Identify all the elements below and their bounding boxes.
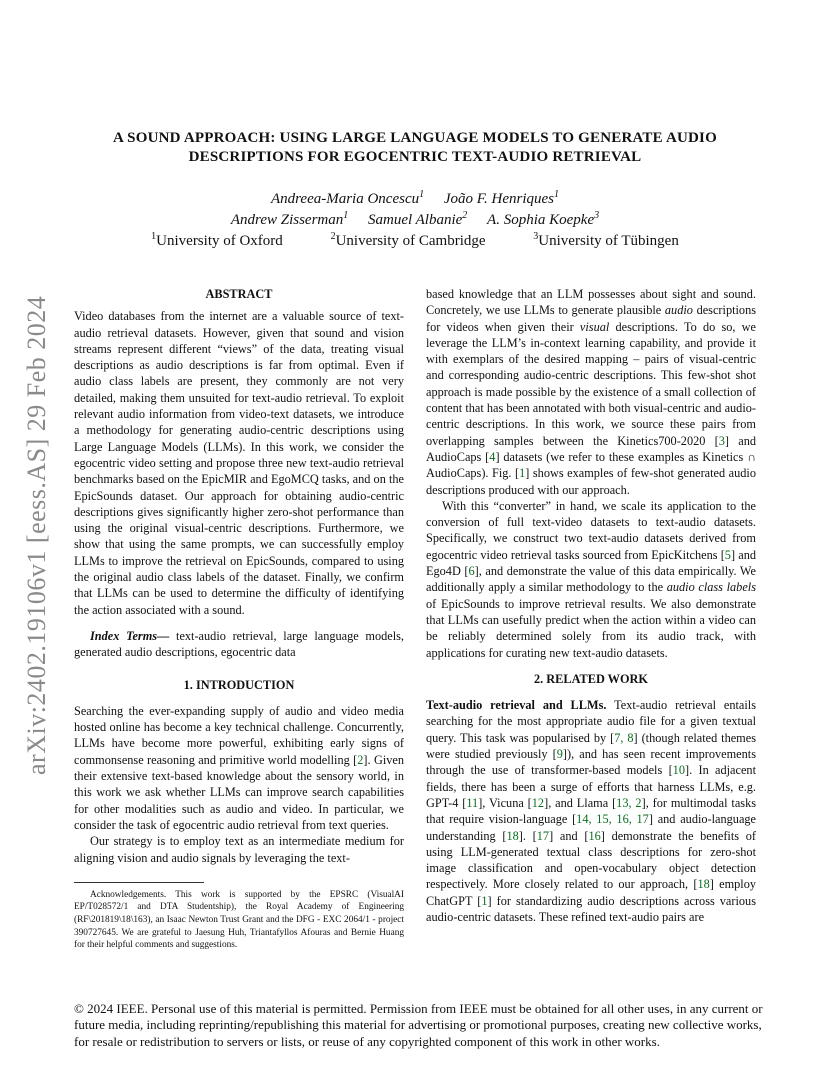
author: A. Sophia Koepke$^3$ [487, 210, 600, 228]
affiliation: $^1$University of Oxford [151, 231, 283, 249]
citation-link[interactable]: [ 6 ] [464, 564, 478, 578]
arxiv-identifier: arXiv:2402.19106v1 [eess.AS] 29 Feb 2024 [22, 295, 51, 775]
citation-link[interactable]: [ 17 ] [533, 829, 554, 843]
citation-link[interactable]: [ 5 ] [721, 548, 735, 562]
citation-link[interactable]: [ 14, 15, 16, 17 ] [572, 812, 653, 826]
intro-paragraph-1: Searching the ever-expanding supply of audio and video media hosted online has become a key technical challenge. Concurrently, LLMs have become more powerful, exhibiting early signs of commonsense reasoning and primitive world modelling [ 2 ] . Given their extensive text-based knowledge about the sensory world, in this work we ask whether LLMs can improve search capabilities for other modalities such as audio and video. In particular, we consider the task of egocentric audio retrieval from text queries. [74, 703, 404, 833]
related-work-heading: 2. RELATED WORK [534, 671, 648, 686]
author: Andreea-Maria Oncescu$^1$ [270, 189, 425, 207]
citation-link[interactable]: [ 16 ] [584, 829, 605, 843]
title-line-2: DESCRIPTIONS FOR EGOCENTRIC TEXT-AUDIO RETRIEVAL [188, 149, 642, 165]
paper-title [80, 129, 750, 167]
citation-link[interactable]: [ 1 ] [477, 894, 491, 908]
affiliation: $^3$University of Tübingen [533, 231, 679, 249]
author: João F. Henriques$^1$ [443, 189, 560, 207]
citation-link[interactable]: [ 13, 2 ] [612, 796, 646, 810]
right-column [426, 286, 756, 925]
author: Andrew Zisserman$^1$ [230, 210, 349, 228]
left-column [74, 286, 404, 952]
acknowledgements-footnote: Acknowledgements. This work is supported by the EPSRC (VisualAI EP/T028572/1 and DTA Studentship), the Royal Academy of Engineering (RF\201819\18\163), an Isaac Newton Trust Grant and the DFG - EXC 2064/1 - project 390727645. We are grateful to Jaesung Huh, Triantafyllos Afouras and Bernie Huang for their helpful comments and suggestions. [74, 889, 404, 951]
citation-link[interactable]: [ 18 ] [693, 877, 714, 891]
intro-paragraph-2: Our strategy is to employ text as an intermediate medium for aligning vision and audio signals by leveraging the text- [74, 834, 404, 865]
index-terms: Index Terms— text-audio retrieval, large language models, generated audio descriptions, egocentric data [74, 628, 404, 660]
author: Samuel Albanie$^2$ [368, 210, 468, 228]
affiliation-list [80, 231, 750, 251]
title-line-1: A SOUND APPROACH: USING LARGE LANGUAGE MODELS TO GENERATE AUDIO [113, 130, 717, 146]
citation-link[interactable]: [ 18 ] [502, 829, 523, 843]
citation-link[interactable]: [ 3 ] [715, 434, 729, 448]
right-paragraph-1: based knowledge that an LLM possesses about sight and sound. Concretely, we use LLMs to generate plausible audio descriptions for videos when given their visual descriptions. To do so, we leverage the LLM’s in-context learning capability, and provide it with exemplars of the desired mapping – pairs of visual-centric and corresponding audio-centric descriptions. This few-shot shot approach is made possible by the existence of a small collection of content that has been annotated with both visual-centric and audio-centric descriptions. In this work, we source these pairs from overlapping samples between the Kinetics700-2020 [ 3 ] and AudioCaps [ 4 ] datasets (we refer to these examples as Kinetics ∩ AudioCaps). Fig. [ 1 ] shows examples of few-shot generated audio descriptions produced with our approach. [426, 286, 756, 498]
citation-link[interactable]: [ 9 ] [553, 747, 567, 761]
affiliation: $^2$University of Cambridge [330, 231, 486, 249]
copyright-notice: © 2024 IEEE. Personal use of this material is permitted. Permission from IEEE must be obtained for all other uses, in any current or future media, including reprinting/republishing this material for advertising or promotional purposes, creating new collective works, for resale or redistribution to servers or lists, or reuse of any copyrighted component of this work in other works. [74, 1001, 763, 1049]
citation-link[interactable]: [ 7, 8 ] [610, 731, 638, 745]
citation-link[interactable]: [ 2 ] [353, 753, 367, 767]
intro-heading: 1. INTRODUCTION [183, 677, 295, 692]
citation-link[interactable]: [ 11 ] [462, 796, 482, 810]
figure-link[interactable]: [ 1 ] [515, 466, 529, 480]
abstract-text: Video databases from the internet are a valuable source of text-audio retrieval datasets. However, given that sound and vision streams represent different “views” of the data, treating visual descriptions as audio descriptions is far from optimal. Even if audio class labels are present, they commonly are not very detailed, making them unsuited for text-audio retrieval. To exploit relevant audio information from video-text datasets, we introduce a methodology for generating audio-centric descriptions using Large Language Models (LLMs). In this work, we consider the egocentric video setting and propose three new text-audio retrieval benchmarks based on the EpicMIR and EgoMCQ tasks, and on the EpicSounds dataset. Our approach for obtaining audio-centric descriptions gives significantly higher zero-shot performance than using the original visual-centric descriptions. Furthermore, we show that using the same prompts, we can successfully employ LLMs to improve the retrieval on EpicSounds, compared to using the original audio class labels of the dataset. Finally, we confirm that LLMs can be used to determine the difficulty of identifying the action associated with a sound. [74, 309, 404, 617]
related-work-paragraph: Text-audio retrieval and LLMs. Text-audio retrieval entails searching for the most appropriate audio file for a given textual query. This task was popularised by [ 7, 8 ] (though related themes were studied previously [ 9 ] ), and has seen recent improvements through the use of transformer-based models [ 10 ] . In adjacent fields, there has been a surge of efforts that harness LLMs, e.g. GPT-4 [ 11 ] , Vicuna [ 12 ] , and Llama [ 13, 2 ] , for multimodal tasks that require vision-language [ 14, 15, 16, 17 ] and audio-language understanding [ 18 ] . [ 17 ] and [ 16 ] demonstrate the benefits of using LLM-generated textual class descriptions for zero-shot image classification and open-vocabulary object detection respectively. More closely related to our approach, [ 18 ] employ ChatGPT [ 1 ] for standardizing audio descriptions across various audio-centric datasets. These refined text-audio pairs are [426, 697, 756, 925]
footnote-rule [74, 882, 204, 883]
citation-link[interactable]: [ 12 ] [528, 796, 549, 810]
citation-link[interactable]: [ 10 ] [669, 763, 690, 777]
abstract-heading: ABSTRACT [205, 287, 273, 301]
right-paragraph-2: With this “converter” in hand, we scale its application to the conversion of full text-video datasets to text-audio datasets. Specifically, we construct two text-audio datasets derived from egocentric video retrieval tasks sourced from EpicKitchens [ 5 ] and Ego4D [ 6 ] , and demonstrate the value of this data empirically. We additionally apply a similar methodology to the audio class labels of EpicSounds to improve retrieval results. We also demonstrate that LLMs can usefully predict when the action within a video can be reliably determined solely from its audio track, with applications for curating new text-audio datasets. [426, 498, 756, 661]
citation-link[interactable]: [ 4 ] [485, 450, 499, 464]
author-list [80, 189, 750, 231]
